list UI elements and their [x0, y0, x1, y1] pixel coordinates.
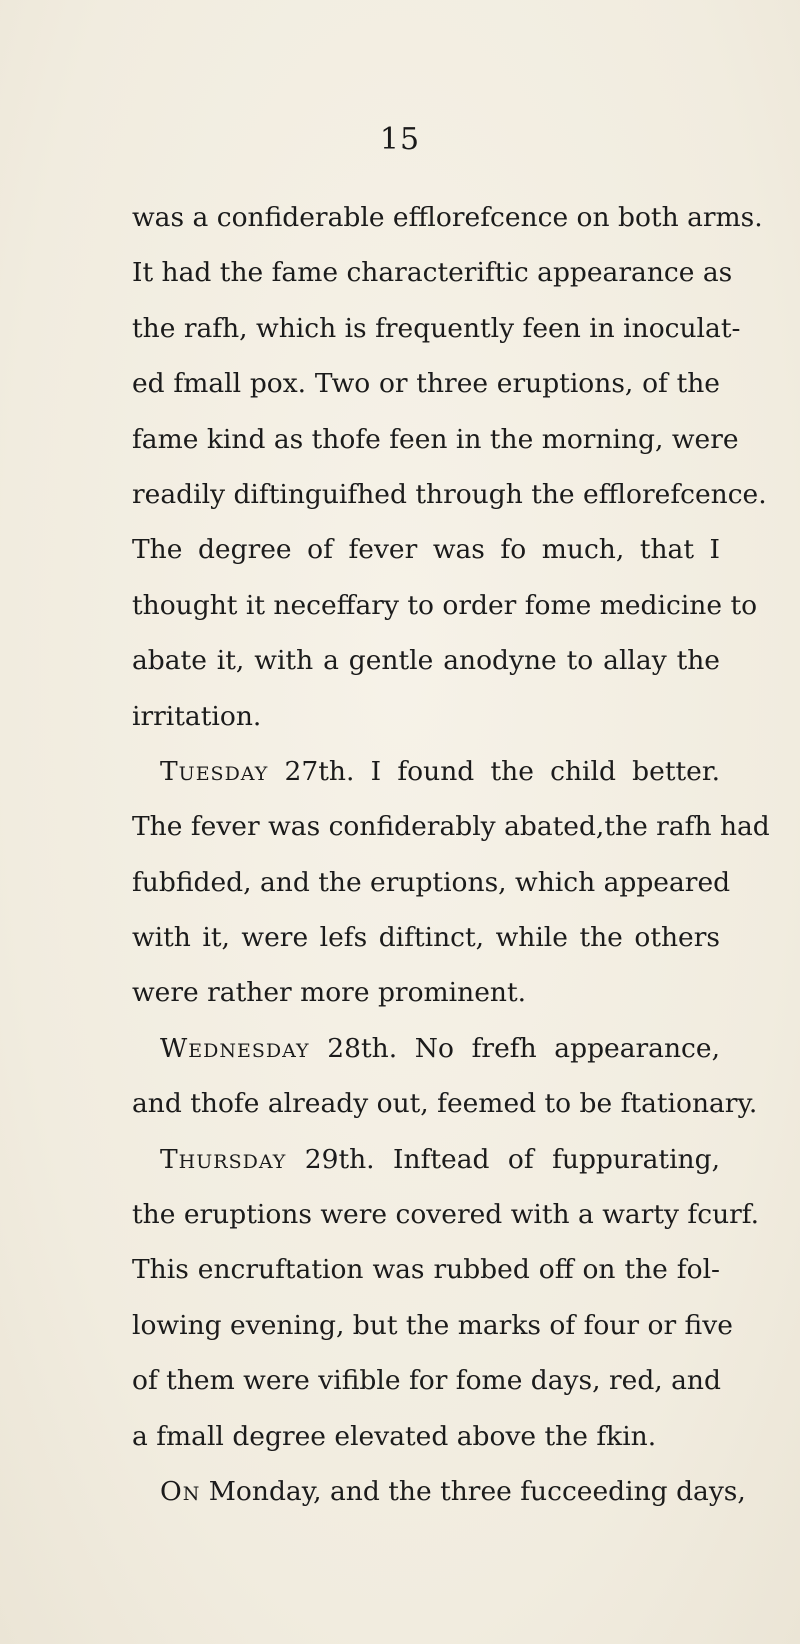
line-text: It had the fame characteriftic appearance as	[132, 257, 733, 289]
text-line	[132, 1242, 720, 1297]
day-heading: Tuesday	[160, 755, 269, 787]
text-line	[132, 965, 720, 1020]
line-text: with it, were lefs diftinct, while the others	[132, 922, 720, 954]
text-line	[132, 245, 733, 300]
line-text: thought it neceffary to order fome medicine to	[132, 589, 758, 621]
line-text: The fever was confiderably abated,the rafh had	[132, 811, 770, 843]
text-line	[132, 1298, 733, 1353]
line-text: lowing evening, but the marks of four or five	[132, 1309, 733, 1341]
line-text: Monday, and the three fucceeding days,	[200, 1475, 746, 1507]
line-text: a fmall degree elevated above the fkin.	[132, 1420, 657, 1452]
text-line	[132, 855, 731, 910]
text-line	[132, 633, 720, 688]
text-line	[132, 1409, 720, 1464]
line-text: the eruptions were covered with a warty fcurf.	[132, 1199, 760, 1231]
text-line	[132, 467, 767, 522]
text-line	[132, 301, 741, 356]
line-text: were rather more prominent.	[132, 977, 527, 1009]
text-line	[132, 744, 720, 799]
line-text: readily diftinguifhed through the efflorefcence.	[132, 478, 767, 510]
text-line	[132, 910, 720, 965]
line-text: 28th. No frefh appearance,	[309, 1032, 720, 1064]
line-text: The degree of fever was fo much, that I	[132, 534, 720, 566]
text-line	[132, 1021, 720, 1076]
text-line	[132, 412, 739, 467]
line-text: fame kind as thofe feen in the morning, were	[132, 423, 739, 455]
day-heading: Wednesday	[160, 1032, 310, 1064]
text-line	[132, 1353, 720, 1408]
line-text: the rafh, which is frequently feen in inoculat-	[132, 312, 741, 344]
text-line	[132, 356, 720, 411]
body-text	[132, 190, 770, 1519]
day-heading: Thursday	[160, 1143, 287, 1175]
line-text: and thofe already out, feemed to be ftationary.	[132, 1088, 758, 1120]
line-text: fubfided, and the eruptions, which appeared	[132, 866, 731, 898]
text-line	[132, 578, 758, 633]
line-text: 27th. I found the child better.	[268, 755, 720, 787]
line-text: abate it, with a gentle anodyne to allay the	[132, 645, 720, 677]
text-line	[132, 190, 763, 245]
text-line	[132, 689, 720, 744]
text-line	[132, 522, 720, 577]
text-line	[132, 799, 770, 854]
line-text: 29th. Inftead of fuppurating,	[286, 1143, 720, 1175]
page-number: 15	[379, 122, 421, 157]
text-line	[132, 1464, 746, 1519]
line-text: irritation.	[132, 700, 262, 732]
text-line	[132, 1187, 760, 1242]
line-text: of them were vifible for fome days, red, and	[132, 1365, 721, 1397]
line-text: This encruftation was rubbed off on the fol-	[132, 1254, 720, 1286]
text-line	[132, 1076, 758, 1131]
text-line	[132, 1132, 720, 1187]
day-heading: On	[160, 1475, 201, 1507]
line-text: was a confiderable efflorefcence on both arms.	[132, 202, 763, 233]
line-text: ed fmall pox. Two or three eruptions, of the	[132, 368, 720, 400]
